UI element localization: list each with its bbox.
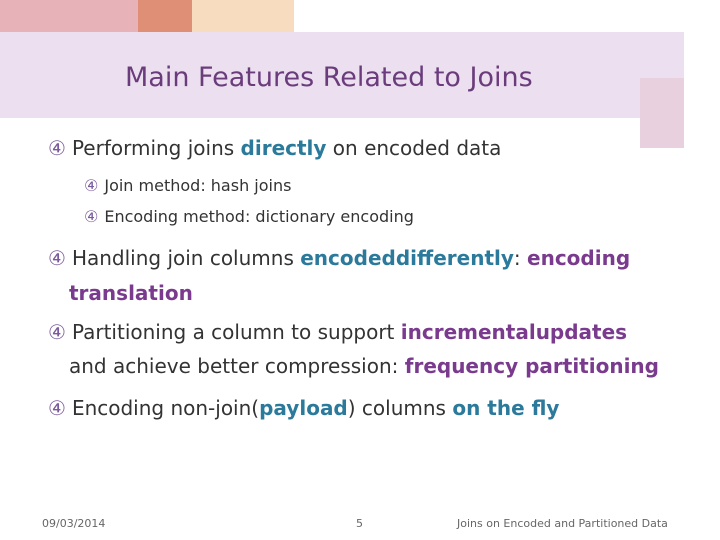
bullet-marker-icon: ④ (48, 320, 66, 344)
bullet-text: ) columns (347, 396, 453, 420)
bullet-encoding-payload (48, 396, 559, 420)
bullet-text: Performing joins (71, 136, 241, 160)
bullet-marker-icon: ④ (48, 246, 66, 270)
bullet-marker-icon: ④ (48, 396, 66, 420)
bullet-marker-icon: ④ (48, 136, 66, 160)
bullet-handling-join-columns-cont (69, 281, 193, 305)
bullet-joins-on-encoded-data (48, 136, 501, 160)
bullet-text: Partitioning a column to support (71, 320, 401, 344)
highlight-encoded: encoded (300, 246, 396, 270)
highlight-frequency-partitioning: frequency partitioning (404, 354, 659, 378)
footer-page-number: 5 (356, 517, 363, 530)
slide-title: Main Features Related to Joins (125, 62, 533, 93)
highlight-payload: payload (259, 396, 348, 420)
bullet-text: Encoding non-join( (71, 396, 260, 420)
bullet-partitioning (48, 320, 627, 344)
bullet-marker-icon: ④ (84, 176, 99, 195)
highlight-updates: updates (535, 320, 628, 344)
side-decor (640, 78, 684, 148)
highlight-directly: directly (240, 136, 327, 160)
bullet-text: Handling join columns (71, 246, 301, 270)
sub-bullet-text: Encoding method: dictionary encoding (104, 207, 414, 226)
footer-date: 09/03/2014 (42, 517, 106, 530)
bullet-handling-join-columns (48, 246, 630, 270)
highlight-encoding: encoding (527, 246, 631, 270)
bullet-text: on encoded data (326, 136, 502, 160)
bullet-separator: : (513, 246, 528, 270)
bullet-partitioning-cont (69, 354, 659, 378)
sub-bullet-text: Join method: hash joins (104, 176, 292, 195)
highlight-on-the-fly: on the fly (452, 396, 560, 420)
sub-bullet-encoding-method (84, 207, 414, 226)
highlight-incremental: incremental (400, 320, 536, 344)
footer-title: Joins on Encoded and Partitioned Data (457, 517, 668, 530)
highlight-differently: differently (395, 246, 514, 270)
sub-bullet-join-method (84, 176, 291, 195)
bullet-marker-icon: ④ (84, 207, 99, 226)
bullet-text: and achieve better compression: (69, 354, 405, 378)
highlight-translation: translation (69, 281, 193, 305)
